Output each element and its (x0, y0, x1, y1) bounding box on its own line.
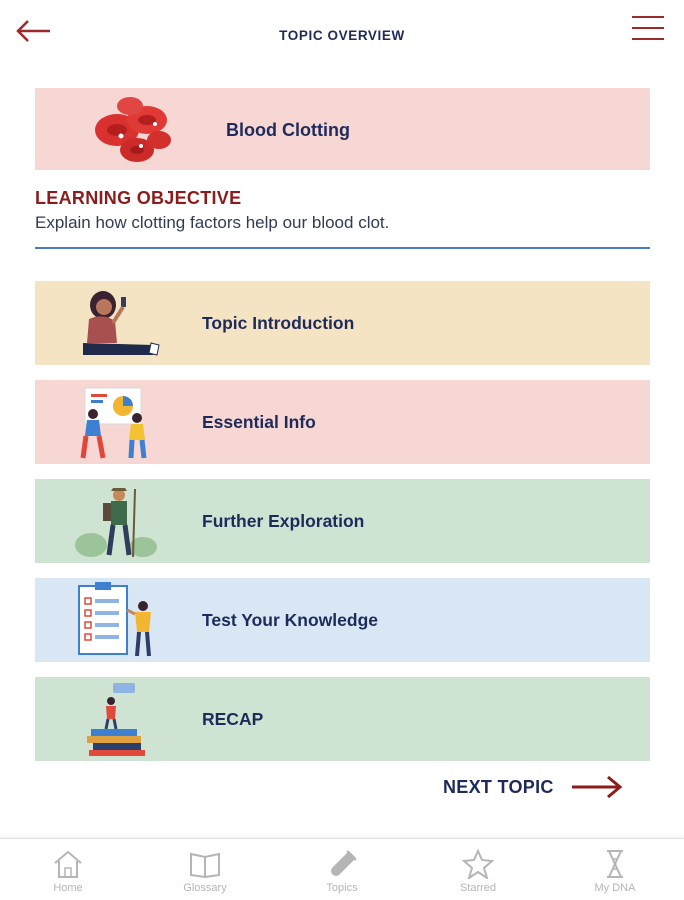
page-title: TOPIC OVERVIEW (279, 28, 405, 43)
nav-label: Topics (326, 882, 358, 894)
red-blood-cells-illustration (85, 90, 175, 168)
card-label: Further Exploration (202, 511, 365, 531)
books-stack-illustration (73, 681, 163, 757)
presentation-board-illustration (73, 384, 163, 460)
nav-label: Starred (459, 882, 497, 894)
learning-objective-text: Explain how clotting factors help our blood clot. (35, 213, 390, 232)
book-icon (188, 849, 222, 879)
card-test-your-knowledge[interactable] (35, 578, 650, 662)
card-label: Topic Introduction (202, 313, 355, 333)
nav-label: Home (53, 882, 83, 894)
right-arrow-icon (570, 774, 624, 800)
card-label: Test Your Knowledge (202, 610, 378, 630)
top-bar (0, 0, 684, 72)
card-recap[interactable] (35, 677, 650, 761)
woman-with-phone-illustration (73, 285, 163, 361)
hourglass-icon (598, 849, 632, 879)
nav-starred[interactable] (433, 849, 523, 899)
card-label: RECAP (202, 709, 264, 729)
menu-button[interactable] (632, 16, 670, 46)
star-icon (461, 849, 495, 879)
nav-glossary[interactable] (160, 849, 250, 899)
nav-home[interactable] (23, 849, 113, 899)
card-label: Essential Info (202, 412, 316, 432)
nav-my-dna[interactable] (570, 849, 660, 899)
next-topic-button[interactable] (440, 770, 630, 804)
bottom-navigation (0, 838, 684, 900)
topic-banner (35, 88, 650, 170)
divider (35, 247, 650, 249)
card-further-exploration[interactable] (35, 479, 650, 563)
nav-label: My DNA (594, 882, 636, 894)
nav-topics[interactable] (297, 849, 387, 899)
topic-title: Blood Clotting (226, 120, 350, 140)
card-essential-info[interactable] (35, 380, 650, 464)
home-icon (51, 849, 85, 879)
nav-label: Glossary (183, 882, 227, 894)
learning-objective-heading: LEARNING OBJECTIVE (35, 188, 242, 208)
hamburger-menu-icon (632, 16, 664, 18)
next-topic-label: NEXT TOPIC (443, 777, 554, 797)
checklist-clipboard-illustration (73, 582, 163, 658)
hiker-illustration (73, 483, 163, 559)
card-topic-introduction[interactable] (35, 281, 650, 365)
test-tube-icon (325, 849, 359, 879)
